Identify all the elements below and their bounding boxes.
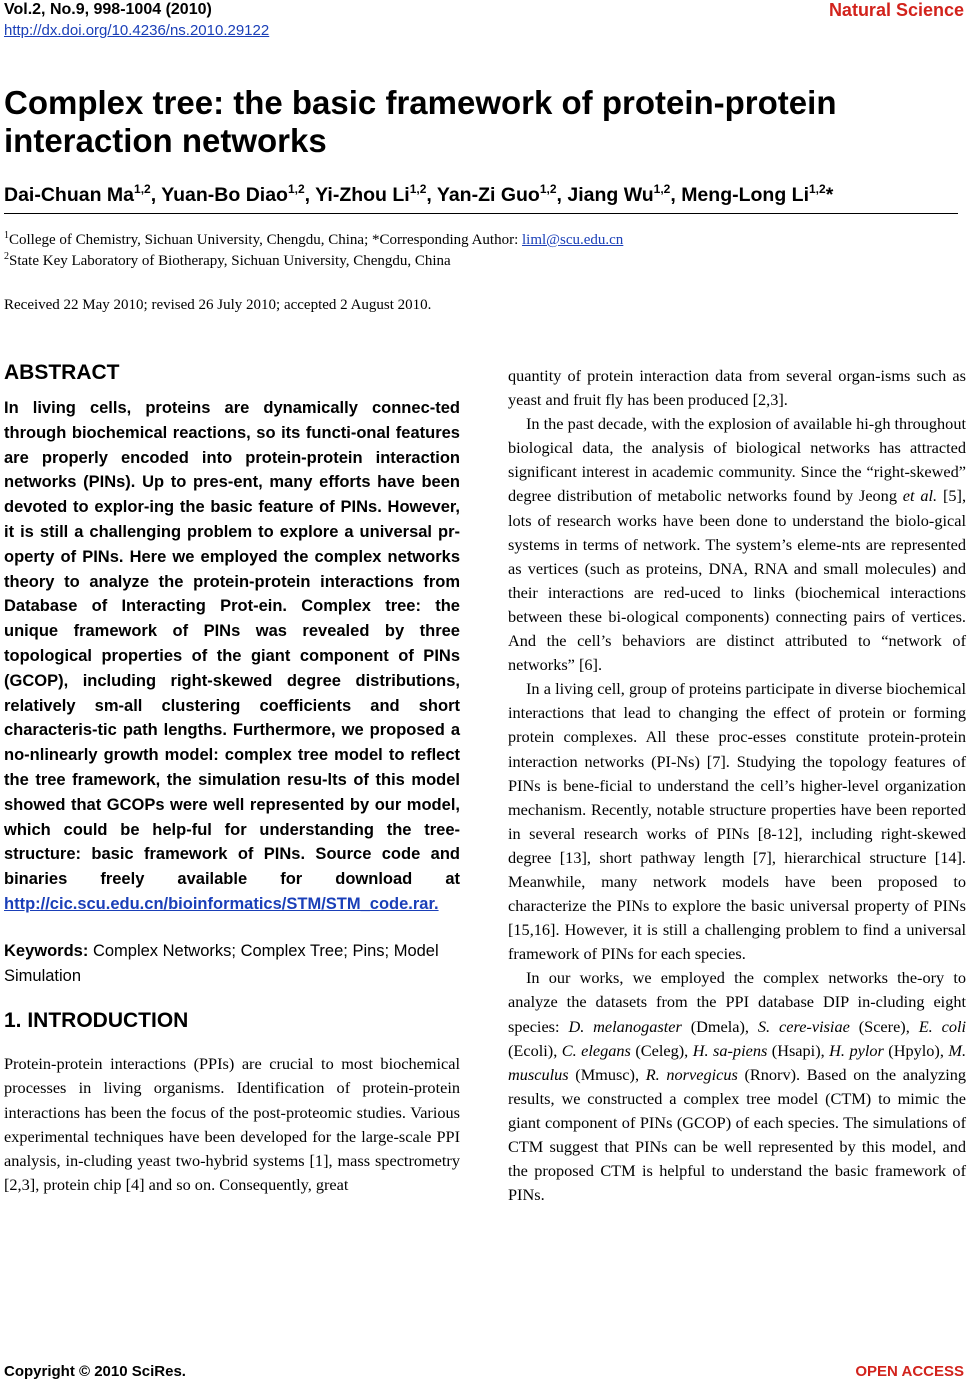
keywords-text: Complex Networks; Complex Tree; Pins; Model Simulation <box>4 941 439 985</box>
intro-paragraph-1-continued: quantity of protein interaction data from several organ-isms such as yeast and fruit fly has been produced [2,3]. <box>508 366 966 410</box>
species-name: M. musculus <box>508 1040 967 1084</box>
abstract-body: In living cells, proteins are dynamically connec-ted through biochemical reactions, so its functi-onal features are properly encoded into protein-protein interaction networks (PINs). Up to pres-ent, many efforts have been devoted to explor-ing the basic feature of PINs. However, it is still a challenging problem to explore a universal pr-operty of PINs. Here we employed the complex networks theory to analyze the protein-protein interactions from Database of Interacting Prot-ein. Complex tree: the unique framework of PINs was revealed by three topological properties of the giant component of PINs (GCOP), including right-skewed degree distributions, relatively sm-all clustering coefficients and short characteris-tic path lengths. Furthermore, we proposed a no-nlinearly growth model: complex tree model to reflect the tree framework, the simulation resu-lts of this model showed that GCOPs were well represented by our model, which could be help-ful for understanding the tree-structure: basic framework of PINs. Source code and binaries freely available for download at <box>4 399 460 889</box>
species-name: H. sa-piens <box>692 1040 768 1060</box>
author-separator: , <box>150 184 162 206</box>
text-segment: (Celeg), <box>630 1040 693 1060</box>
doi-link[interactable]: http://dx.doi.org/10.4236/ns.2010.29122 <box>4 22 270 39</box>
intro-paragraph-3: In a living cell, group of proteins participate in diverse biochemical interactions that lead to changing the effect of protein or forming protein complexes. All these proc-esses constitute protein-protein interaction networks (PI-Ns) [7]. Studying the topology features of PINs is bene-ficial to understand the cell’s higher-level organization mechanism. Recently, notable structure properties have been reported in several research works of PINs [8-12], including right-skewed degree [13], short pathway length [7], hierarchical structure [14]. Meanwhile, many network models have been proposed to characterize the PINs to explore the basic universal property of PINs [15,16]. However, it is still a challenging problem to find a universal framework of PINs for each species. <box>508 679 966 964</box>
author-list <box>4 182 959 208</box>
received-dates: Received 22 May 2010; revised 26 July 2010; accepted 2 August 2010. <box>4 297 432 313</box>
right-column <box>508 364 966 1207</box>
intro-paragraph-2-part-b: [5], lots of research works have been done to understand the biolo-gical systems in terms of network. The system’s eleme-nts are represented as vertices (such as proteins, DNA, RNA and small molecules) and their interactions are red-uced to links (biochemical interactions between these bi-ological components) connecting pairs of vertices. And the cell’s behaviors are distinct attributed to “network of networks” [6]. <box>508 486 967 675</box>
species-name: H. pylor <box>829 1040 884 1060</box>
species-name: C. elegans <box>561 1040 631 1060</box>
author-name: Dai-Chuan Ma <box>4 184 135 206</box>
affiliation-1-text: College of Chemistry, Sichuan University, Chengdu, China; *Corresponding Author: <box>9 232 523 248</box>
author-name: Meng-Long Li <box>681 184 809 206</box>
affiliation-1 <box>4 230 623 250</box>
author-separator: * <box>825 184 834 206</box>
affiliation-2-text: State Key Laboratory of Biotherapy, Sichuan University, Chengdu, China <box>9 253 451 269</box>
corresponding-email-link[interactable]: liml@scu.edu.cn <box>522 232 624 248</box>
author-affiliation-marker: 1,2 <box>409 182 427 196</box>
affiliation-1-marker: 1 <box>4 230 9 241</box>
text-segment: (Scere), <box>849 1016 919 1036</box>
author-name: Yi-Zhou Li <box>315 184 410 206</box>
copyright: Copyright © 2010 SciRes. <box>4 1363 186 1380</box>
open-access-badge: OPEN ACCESS <box>855 1363 964 1380</box>
author-affiliation-marker: 1,2 <box>134 182 151 196</box>
author-separator: , <box>556 184 568 206</box>
journal-name: Natural Science <box>828 0 964 20</box>
species-name: S. cere-visiae <box>757 1016 850 1036</box>
citation: Vol.2, No.9, 998-1004 (2010) <box>4 1 212 18</box>
intro-paragraph-2-part-a: In the past decade, with the explosion of available hi-gh throughout biological data, the analysis of biological networks has attracted significant interest in academic community. Since the “right-skewed” degree distribution of metabolic networks found by Jeong <box>508 414 966 506</box>
text-segment: (Hsapi), <box>767 1040 830 1060</box>
affiliation-2 <box>4 251 451 271</box>
author-affiliation-marker: 1,2 <box>539 182 557 196</box>
author-affiliation-marker: 1,2 <box>809 182 826 196</box>
text-segment: (Mmusc), <box>568 1064 646 1084</box>
paper-title: Complex tree: the basic framework of protein-protein interaction networks <box>4 84 837 159</box>
abstract-heading: ABSTRACT <box>4 361 120 384</box>
author-affiliation-marker: 1,2 <box>653 182 671 196</box>
text-segment: (Hpylo), <box>883 1040 949 1060</box>
source-code-link[interactable]: http://cic.scu.edu.cn/bioinformatics/STM/STM_code.rar. <box>4 894 439 913</box>
author-separator: , <box>426 184 437 206</box>
text-segment: (Ecoli), <box>508 1040 562 1060</box>
author-separator: , <box>304 184 316 206</box>
left-column <box>4 360 460 1197</box>
introduction-heading: 1. INTRODUCTION <box>4 1009 189 1033</box>
abstract-text <box>4 396 460 917</box>
species-name: R. norvegicus <box>645 1064 738 1084</box>
text-segment: (Rnorv). Based on the analyzing results, we constructed a complex tree model (CTM) to mimic the giant component of PINs (GCOP) of each species. The simulations of CTM suggest that PINs can be well represented by this model, and the proposed CTM is helpful to understand the basic framework of PINs. <box>508 1064 967 1205</box>
keywords <box>4 939 460 989</box>
affiliation-2-marker: 2 <box>4 251 9 262</box>
title-divider <box>4 213 958 214</box>
intro-paragraph-1: Protein-protein interactions (PPIs) are crucial to most biochemical processes in living organisms. Identification of protein-protein interactions has been the focus of the post-proteomic studies. Various experimental techniques have been developed for the large-scale PPI analysis, in-cluding yeast two-hybrid systems [1], mass spectrometry [2,3], protein chip [4] and so on. Consequently, great <box>4 1054 460 1194</box>
author-affiliation-marker: 1,2 <box>287 182 305 196</box>
author-name: Jiang Wu <box>567 184 654 206</box>
intro-paragraph-2-etal: et al. <box>902 486 938 506</box>
species-name: D. melanogaster <box>568 1016 682 1036</box>
species-name: E. coli <box>918 1016 967 1036</box>
author-name: Yan-Zi Guo <box>436 184 540 206</box>
text-segment: (Dmela), <box>681 1016 758 1036</box>
author-name: Yuan-Bo Diao <box>161 184 288 206</box>
intro-paragraph-2 <box>508 412 966 677</box>
keywords-label: Keywords: <box>4 941 89 960</box>
text-segment: In our works, we employed the complex networks the-ory to analyze the datasets from the PPI database DIP in-cluding eight species: <box>508 968 966 1036</box>
author-separator: , <box>670 184 682 206</box>
intro-paragraph-4 <box>508 966 966 1207</box>
